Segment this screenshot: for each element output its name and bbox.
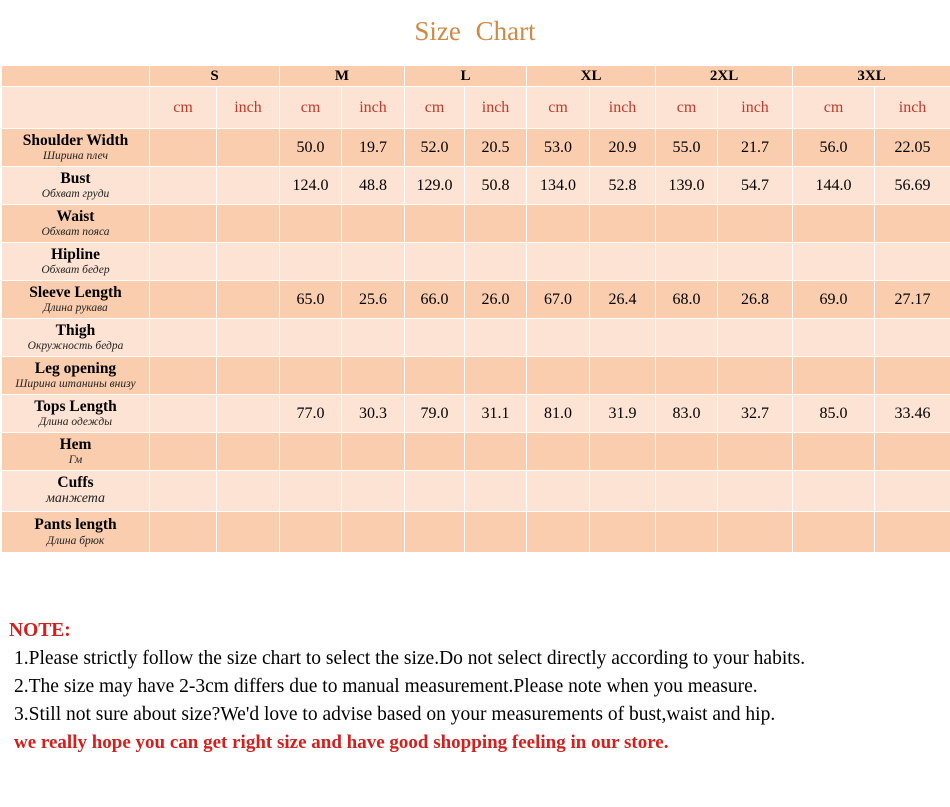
row-label	[2, 281, 150, 319]
table-cell: 81.0	[527, 395, 590, 433]
table-cell	[150, 395, 217, 433]
table-cell	[280, 357, 342, 395]
table-cell	[217, 129, 280, 167]
table-row	[2, 319, 950, 357]
table-cell	[217, 205, 280, 243]
table-cell: 56.69	[875, 167, 950, 205]
table-row	[2, 281, 950, 319]
table-cell	[465, 243, 527, 281]
table-row	[2, 512, 950, 553]
table-cell	[590, 205, 656, 243]
table-row	[2, 243, 950, 281]
table-cell	[465, 357, 527, 395]
row-label-ru: Длина брюк	[46, 534, 105, 547]
table-cell	[875, 319, 950, 357]
table-cell	[875, 205, 950, 243]
table-cell: 124.0	[280, 167, 342, 205]
table-cell	[718, 319, 793, 357]
table-cell	[405, 433, 465, 471]
unit-header-cm: cm	[527, 87, 590, 129]
table-cell: 77.0	[280, 395, 342, 433]
size-header-row	[2, 66, 950, 87]
table-cell	[465, 433, 527, 471]
table-cell	[150, 243, 217, 281]
unit-header-cm: cm	[150, 87, 217, 129]
table-cell	[718, 205, 793, 243]
unit-header-cm: cm	[280, 87, 342, 129]
table-cell: 32.7	[718, 395, 793, 433]
row-label-ru: Ширина штанины внизу	[15, 378, 136, 391]
table-cell: 26.0	[465, 281, 527, 319]
row-label	[2, 243, 150, 281]
table-cell: 52.0	[405, 129, 465, 167]
table-row	[2, 433, 950, 471]
table-cell	[217, 243, 280, 281]
size-header: XL	[527, 66, 656, 87]
row-label	[2, 167, 150, 205]
table-cell	[405, 243, 465, 281]
table-cell	[150, 319, 217, 357]
table-cell: 67.0	[527, 281, 590, 319]
table-cell	[342, 433, 405, 471]
table-cell	[217, 471, 280, 512]
table-cell	[875, 357, 950, 395]
table-row	[2, 357, 950, 395]
table-cell	[342, 512, 405, 553]
table-cell: 85.0	[793, 395, 875, 433]
row-label-en: Pants length	[34, 516, 117, 534]
corner-cell	[2, 66, 150, 87]
row-label	[2, 205, 150, 243]
table-cell: 33.46	[875, 395, 950, 433]
unit-header-cm: cm	[656, 87, 718, 129]
table-cell	[465, 319, 527, 357]
table-row	[2, 129, 950, 167]
table-cell	[590, 243, 656, 281]
row-label-ru: Гм	[68, 454, 83, 467]
table-cell	[656, 512, 718, 553]
row-label-en: Shoulder Width	[22, 131, 129, 149]
table-cell	[793, 319, 875, 357]
table-cell: 31.1	[465, 395, 527, 433]
table-cell: 139.0	[656, 167, 718, 205]
table-cell: 48.8	[342, 167, 405, 205]
row-label-ru: Ширина плеч	[42, 150, 109, 163]
table-cell	[656, 433, 718, 471]
table-cell	[656, 357, 718, 395]
table-cell	[150, 281, 217, 319]
row-label-en: Leg opening	[34, 359, 117, 377]
table-cell	[405, 471, 465, 512]
table-cell	[656, 319, 718, 357]
table-cell: 79.0	[405, 395, 465, 433]
table-cell	[875, 433, 950, 471]
table-cell	[150, 357, 217, 395]
size-chart-table	[1, 65, 950, 553]
unit-header-cm: cm	[793, 87, 875, 129]
table-cell: 26.8	[718, 281, 793, 319]
table-cell: 20.9	[590, 129, 656, 167]
size-header: 3XL	[793, 66, 950, 87]
note-line-3: 3.Still not sure about size?We'd love to advise based on your measurements of bust,waist and hip.	[14, 704, 776, 725]
note-line-2: 2.The size may have 2-3cm differs due to manual measurement.Please note when you measure.	[14, 676, 758, 697]
table-cell	[590, 512, 656, 553]
table-cell: 21.7	[718, 129, 793, 167]
table-cell	[656, 205, 718, 243]
table-cell: 20.5	[465, 129, 527, 167]
table-cell	[875, 471, 950, 512]
table-cell	[590, 357, 656, 395]
table-cell: 22.05	[875, 129, 950, 167]
table-cell	[280, 319, 342, 357]
table-cell	[217, 395, 280, 433]
table-cell	[527, 319, 590, 357]
table-cell	[875, 512, 950, 553]
table-cell	[405, 205, 465, 243]
unit-header-cm: cm	[405, 87, 465, 129]
row-label-ru: манжета	[45, 491, 106, 507]
table-cell	[342, 471, 405, 512]
notes-section	[9, 617, 805, 757]
unit-header-inch: inch	[342, 87, 405, 129]
table-cell	[718, 243, 793, 281]
table-cell	[875, 243, 950, 281]
table-cell	[527, 243, 590, 281]
row-label-ru: Окружность бедра	[27, 340, 124, 353]
size-header: S	[150, 66, 280, 87]
table-cell	[656, 243, 718, 281]
size-header: 2XL	[656, 66, 793, 87]
table-cell: 19.7	[342, 129, 405, 167]
table-cell	[718, 512, 793, 553]
table-cell: 50.0	[280, 129, 342, 167]
row-label	[2, 512, 150, 553]
table-cell	[527, 512, 590, 553]
table-cell: 65.0	[280, 281, 342, 319]
table-cell	[150, 205, 217, 243]
row-label-en: Sleeve Length	[29, 283, 122, 301]
table-cell	[465, 471, 527, 512]
row-label-ru: Обхват пояса	[41, 226, 110, 239]
table-cell: 26.4	[590, 281, 656, 319]
table-cell	[405, 512, 465, 553]
unit-header-inch: inch	[875, 87, 950, 129]
table-cell	[405, 357, 465, 395]
table-cell	[590, 433, 656, 471]
table-cell	[793, 471, 875, 512]
table-cell	[150, 167, 217, 205]
table-cell	[527, 205, 590, 243]
row-label-en: Hem	[59, 435, 92, 453]
row-label	[2, 471, 150, 512]
table-cell	[465, 205, 527, 243]
table-cell: 66.0	[405, 281, 465, 319]
table-row	[2, 205, 950, 243]
table-cell	[527, 471, 590, 512]
unit-header-inch: inch	[590, 87, 656, 129]
row-label-en: Thigh	[55, 321, 96, 339]
row-label-ru: Обхват груди	[41, 188, 110, 201]
table-cell	[342, 243, 405, 281]
table-row	[2, 471, 950, 512]
row-label	[2, 395, 150, 433]
row-label-ru: Длина рукава	[43, 302, 108, 315]
table-cell: 52.8	[590, 167, 656, 205]
table-cell	[793, 512, 875, 553]
row-label-en: Cuffs	[57, 474, 94, 492]
unit-corner-cell	[2, 87, 150, 129]
table-cell: 54.7	[718, 167, 793, 205]
table-cell: 30.3	[342, 395, 405, 433]
table-cell	[793, 243, 875, 281]
row-label	[2, 129, 150, 167]
note-line-1: 1.Please strictly follow the size chart to select the size.Do not select directly according to your habits.	[14, 648, 806, 669]
unit-header-inch: inch	[465, 87, 527, 129]
row-label	[2, 357, 150, 395]
unit-header-inch: inch	[718, 87, 793, 129]
table-cell	[590, 471, 656, 512]
table-cell	[280, 205, 342, 243]
table-cell	[150, 433, 217, 471]
table-cell	[217, 357, 280, 395]
table-cell	[280, 512, 342, 553]
table-cell	[280, 433, 342, 471]
table-cell	[718, 471, 793, 512]
table-cell: 53.0	[527, 129, 590, 167]
page-title: Size Chart	[414, 16, 536, 46]
note-closing: we really hope you can get right size and have good shopping feeling in our store.	[14, 732, 669, 753]
table-cell: 56.0	[793, 129, 875, 167]
table-cell	[718, 357, 793, 395]
table-cell: 25.6	[342, 281, 405, 319]
table-cell: 50.8	[465, 167, 527, 205]
note-heading: NOTE:	[9, 620, 71, 641]
table-cell	[793, 433, 875, 471]
table-cell	[217, 433, 280, 471]
table-cell: 68.0	[656, 281, 718, 319]
table-row	[2, 395, 950, 433]
table-cell: 31.9	[590, 395, 656, 433]
table-cell	[405, 319, 465, 357]
table-cell: 27.17	[875, 281, 950, 319]
table-cell	[656, 471, 718, 512]
table-cell	[150, 471, 217, 512]
row-label	[2, 319, 150, 357]
table-cell	[342, 357, 405, 395]
row-label-ru: Обхват бедер	[41, 264, 110, 277]
table-cell	[342, 319, 405, 357]
row-label-en: Tops Length	[34, 397, 117, 415]
table-cell: 69.0	[793, 281, 875, 319]
table-cell	[342, 205, 405, 243]
row-label	[2, 433, 150, 471]
table-cell	[527, 357, 590, 395]
table-cell	[217, 281, 280, 319]
table-cell	[280, 243, 342, 281]
table-row	[2, 167, 950, 205]
table-cell	[217, 512, 280, 553]
row-label-ru: Длина одежды	[38, 416, 113, 429]
table-cell	[217, 167, 280, 205]
table-cell	[465, 512, 527, 553]
table-cell	[793, 357, 875, 395]
table-cell	[150, 129, 217, 167]
table-cell: 55.0	[656, 129, 718, 167]
table-cell	[217, 319, 280, 357]
unit-header-inch: inch	[217, 87, 280, 129]
table-cell	[590, 319, 656, 357]
table-cell: 129.0	[405, 167, 465, 205]
row-label-en: Bust	[60, 169, 91, 187]
table-cell	[527, 433, 590, 471]
table-cell	[280, 471, 342, 512]
unit-header-row	[2, 87, 950, 129]
size-header: M	[280, 66, 405, 87]
table-cell: 134.0	[527, 167, 590, 205]
table-cell: 144.0	[793, 167, 875, 205]
table-cell	[150, 512, 217, 553]
table-cell: 83.0	[656, 395, 718, 433]
row-label-en: Waist	[56, 207, 95, 225]
table-cell	[718, 433, 793, 471]
row-label-en: Hipline	[50, 245, 101, 263]
size-header: L	[405, 66, 527, 87]
table-cell	[793, 205, 875, 243]
